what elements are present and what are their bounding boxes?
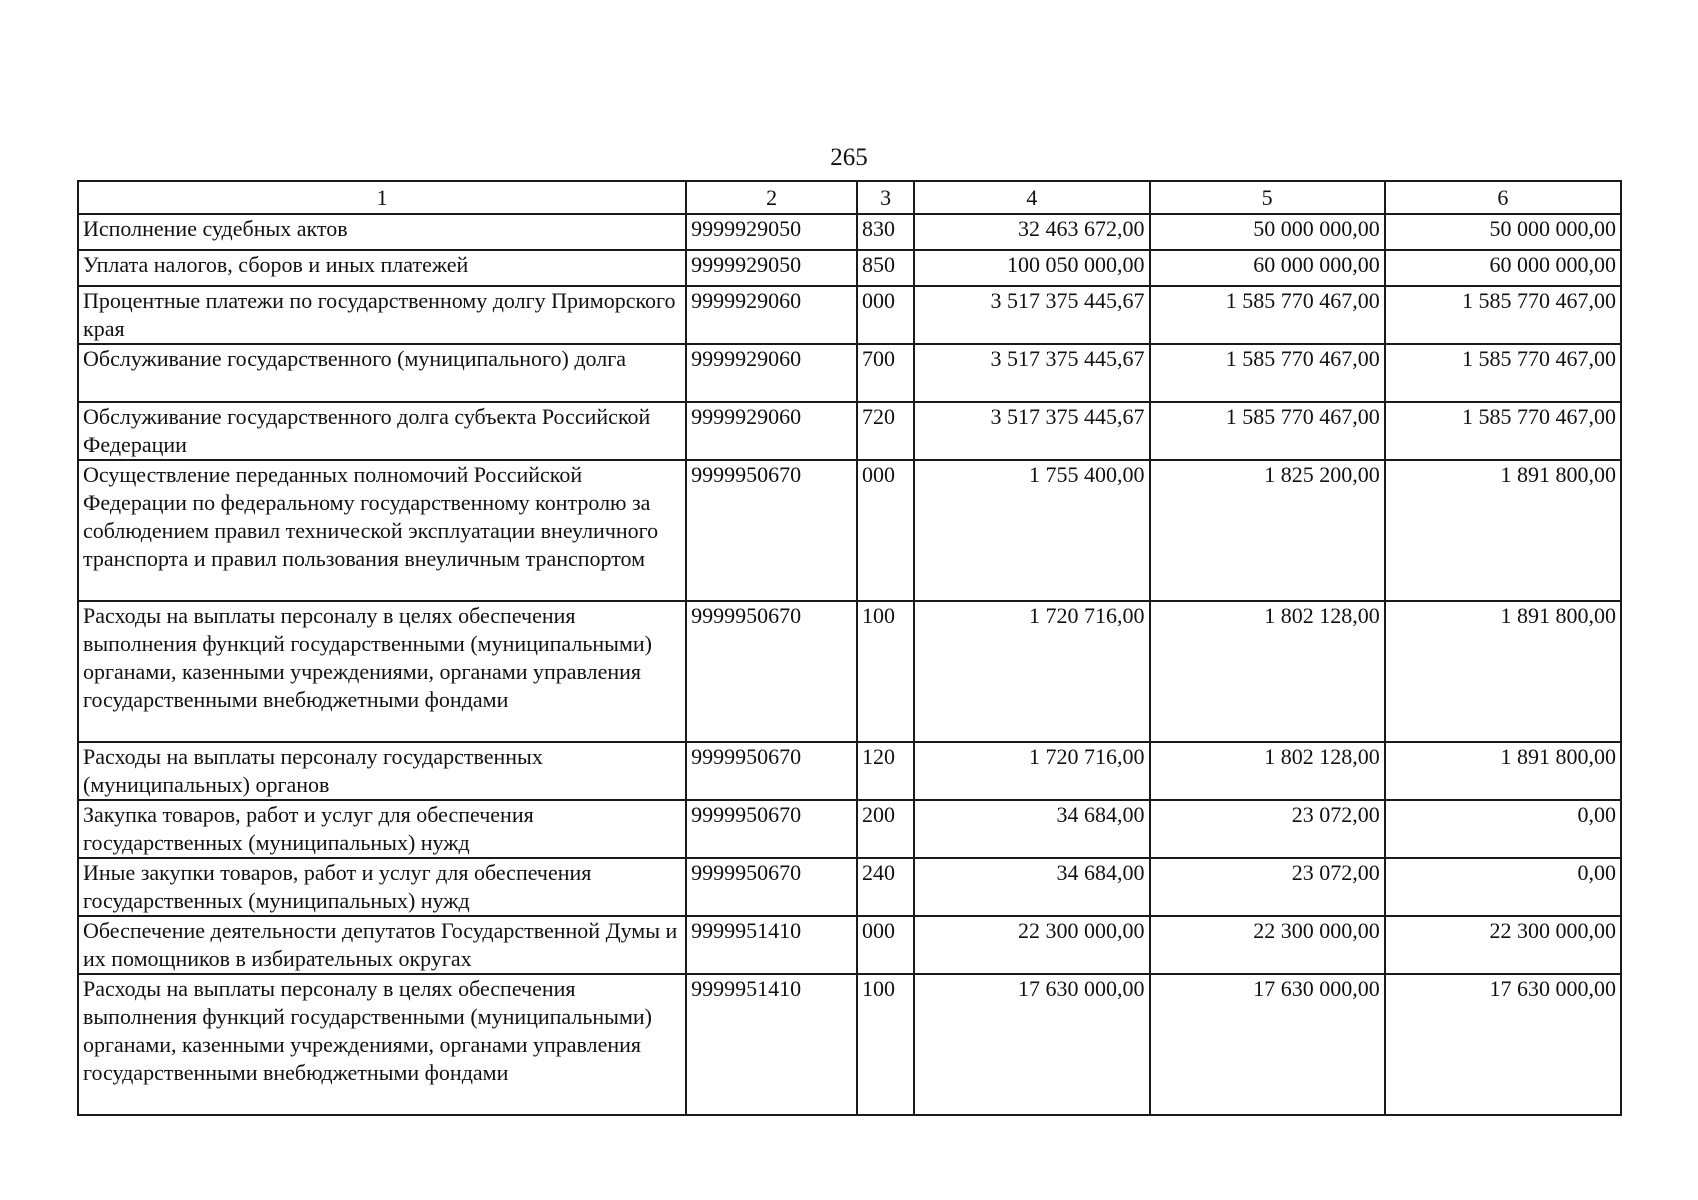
row-name: Расходы на выплаты персоналу в целях обеспечения выполнения функций государственными (муниципальными) органами, казенными учреждениями, органами управления государственными внебюджетными фондами <box>78 974 686 1115</box>
row-expense-type: 100 <box>857 601 914 742</box>
row-value-6: 1 585 770 467,00 <box>1385 344 1621 402</box>
row-value-5: 23 072,00 <box>1150 800 1385 858</box>
row-value-5: 60 000 000,00 <box>1150 250 1385 286</box>
row-value-6: 17 630 000,00 <box>1385 974 1621 1115</box>
row-value-4: 1 755 400,00 <box>914 460 1149 601</box>
row-value-5: 23 072,00 <box>1150 858 1385 916</box>
row-target-code: 9999950670 <box>686 858 857 916</box>
row-value-5: 22 300 000,00 <box>1150 916 1385 974</box>
row-expense-type: 720 <box>857 402 914 460</box>
column-header-3: 3 <box>857 181 914 214</box>
row-value-6: 1 891 800,00 <box>1385 460 1621 601</box>
row-value-4: 3 517 375 445,67 <box>914 402 1149 460</box>
row-value-4: 34 684,00 <box>914 858 1149 916</box>
row-name: Исполнение судебных актов <box>78 214 686 250</box>
row-value-5: 17 630 000,00 <box>1150 974 1385 1115</box>
row-value-5: 1 585 770 467,00 <box>1150 286 1385 344</box>
table-row <box>78 742 1621 800</box>
row-target-code: 9999950670 <box>686 460 857 601</box>
table-row <box>78 214 1621 250</box>
row-value-6: 60 000 000,00 <box>1385 250 1621 286</box>
row-name: Расходы на выплаты персоналу в целях обеспечения выполнения функций государственными (муниципальными) органами, казенными учреждениями, органами управления государственными внебюджетными фондами <box>78 601 686 742</box>
table-row <box>78 250 1621 286</box>
column-header-6: 6 <box>1385 181 1621 214</box>
row-name: Уплата налогов, сборов и иных платежей <box>78 250 686 286</box>
table-row <box>78 916 1621 974</box>
row-target-code: 9999929060 <box>686 286 857 344</box>
table-row <box>78 601 1621 742</box>
table-row <box>78 460 1621 601</box>
row-target-code: 9999951410 <box>686 974 857 1115</box>
row-expense-type: 830 <box>857 214 914 250</box>
row-value-4: 1 720 716,00 <box>914 742 1149 800</box>
row-value-5: 1 802 128,00 <box>1150 601 1385 742</box>
row-expense-type: 700 <box>857 344 914 402</box>
row-expense-type: 100 <box>857 974 914 1115</box>
row-target-code: 9999951410 <box>686 916 857 974</box>
row-value-4: 3 517 375 445,67 <box>914 344 1149 402</box>
row-target-code: 9999950670 <box>686 601 857 742</box>
row-value-5: 1 825 200,00 <box>1150 460 1385 601</box>
budget-table <box>77 180 1622 1116</box>
page-number: 265 <box>830 144 868 171</box>
row-value-4: 22 300 000,00 <box>914 916 1149 974</box>
table-row <box>78 858 1621 916</box>
row-value-4: 1 720 716,00 <box>914 601 1149 742</box>
column-header-2: 2 <box>686 181 857 214</box>
row-value-6: 1 585 770 467,00 <box>1385 402 1621 460</box>
table-row <box>78 286 1621 344</box>
row-name: Закупка товаров, работ и услуг для обеспечения государственных (муниципальных) нужд <box>78 800 686 858</box>
row-value-5: 50 000 000,00 <box>1150 214 1385 250</box>
row-target-code: 9999929050 <box>686 250 857 286</box>
column-header-1: 1 <box>78 181 686 214</box>
row-name: Иные закупки товаров, работ и услуг для обеспечения государственных (муниципальных) нужд <box>78 858 686 916</box>
column-header-4: 4 <box>914 181 1149 214</box>
row-value-5: 1 585 770 467,00 <box>1150 344 1385 402</box>
row-value-6: 1 585 770 467,00 <box>1385 286 1621 344</box>
row-value-4: 100 050 000,00 <box>914 250 1149 286</box>
row-expense-type: 000 <box>857 460 914 601</box>
row-expense-type: 200 <box>857 800 914 858</box>
row-value-6: 0,00 <box>1385 800 1621 858</box>
row-target-code: 9999929060 <box>686 402 857 460</box>
column-header-5: 5 <box>1150 181 1385 214</box>
table-row <box>78 402 1621 460</box>
row-value-6: 1 891 800,00 <box>1385 742 1621 800</box>
row-target-code: 9999929060 <box>686 344 857 402</box>
row-name: Обслуживание государственного (муниципального) долга <box>78 344 686 402</box>
row-expense-type: 850 <box>857 250 914 286</box>
row-name: Обеспечение деятельности депутатов Государственной Думы и их помощников в избирательных округах <box>78 916 686 974</box>
row-value-6: 0,00 <box>1385 858 1621 916</box>
row-value-4: 34 684,00 <box>914 800 1149 858</box>
row-target-code: 9999950670 <box>686 800 857 858</box>
row-expense-type: 000 <box>857 916 914 974</box>
table-row <box>78 344 1621 402</box>
row-expense-type: 120 <box>857 742 914 800</box>
row-name: Расходы на выплаты персоналу государственных (муниципальных) органов <box>78 742 686 800</box>
row-name: Процентные платежи по государственному долгу Приморского края <box>78 286 686 344</box>
table-row <box>78 974 1621 1115</box>
row-value-4: 32 463 672,00 <box>914 214 1149 250</box>
row-name: Осуществление переданных полномочий Российской Федерации по федеральному государственному контролю за соблюдением правил технической эксплуатации внеуличного транспорта и правил пользования внеуличным транспортом <box>78 460 686 601</box>
row-value-5: 1 802 128,00 <box>1150 742 1385 800</box>
row-value-6: 22 300 000,00 <box>1385 916 1621 974</box>
row-value-4: 3 517 375 445,67 <box>914 286 1149 344</box>
row-expense-type: 000 <box>857 286 914 344</box>
row-expense-type: 240 <box>857 858 914 916</box>
row-name: Обслуживание государственного долга субъекта Российской Федерации <box>78 402 686 460</box>
row-target-code: 9999929050 <box>686 214 857 250</box>
row-value-5: 1 585 770 467,00 <box>1150 402 1385 460</box>
row-value-6: 50 000 000,00 <box>1385 214 1621 250</box>
row-value-4: 17 630 000,00 <box>914 974 1149 1115</box>
header-row <box>78 181 1621 214</box>
row-value-6: 1 891 800,00 <box>1385 601 1621 742</box>
table-row <box>78 800 1621 858</box>
row-target-code: 9999950670 <box>686 742 857 800</box>
